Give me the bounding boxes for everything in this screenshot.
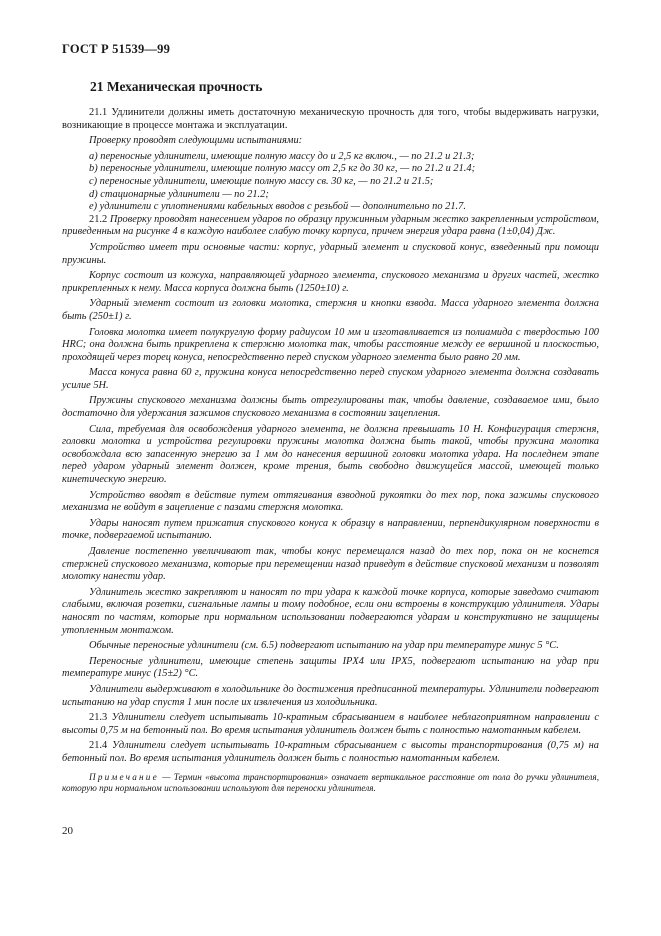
paragraph <box>62 367 599 392</box>
paragraph-text: Устройство имеет три основные части: корпус, ударный элемент и спусковой конус, взведенный при помощи пружины. <box>62 241 599 266</box>
paragraph <box>62 684 599 709</box>
paragraph-text: Пружины спускового механизма должны быть отрегулированы так, чтобы давление, создаваемое ими, было достаточно для удержания зажимов спускового механизма в состоянии зацепления. <box>62 395 599 420</box>
paragraph-text: Корпус состоит из кожуха, направляющей ударного элемента, спускового механизма и других частей, жестко прикрепленных к нему. Масса корпуса должна быть (1250±10) г. <box>62 270 599 294</box>
paragraph-text: 21.1 Удлинители должны иметь достаточную механическую прочность для того, чтобы выдерживать нагрузки, возникающие в процессе монтажа и эксплуатации. <box>62 107 599 131</box>
list-item <box>62 189 599 202</box>
paragraph-text: Обычные переносные удлинители (см. 6.5) подвергают испытанию на удар при температуре минус 5 °С. <box>89 640 559 652</box>
paragraph-text: Удлинители выдерживают в холодильнике до достижения предписанной температуры. Удлинители подвергают испытанию на удар спустя 1 мин после их извлечения из холодильника. <box>62 683 599 708</box>
paragraph <box>62 656 599 681</box>
paragraph-text: Сила, требуемая для освобождения ударного элемента, не должна превышать 10 Н. Конфигурация стержня, головки молотка и устройства регулировки пружины молотка должна быть такой, чтобы пружина молотка освобождала всю запасенную энергию за 1 мм до нанесения вершиной головки молотка удара. На последнем этапе перед ударом ударный элемент должен, кроме трения, быть свободно движущейся массой, имеющей только кинетическую энергию. <box>62 423 599 486</box>
document-header: ГОСТ Р 51539—99 <box>62 42 171 56</box>
paragraph-text: e) удлинители с уплотнениями кабельных вводов с резьбой — дополнительно по 21.7. <box>89 201 466 213</box>
document-body <box>62 107 599 766</box>
paragraph <box>62 270 599 295</box>
paragraph-text: а) переносные удлинители, имеющие полную массу до и 2,5 кг включ., — по 21.2 и 21.3; <box>89 150 475 162</box>
paragraph-text: Масса конуса равна 60 г, пружина конуса непосредственно перед спуском ударного элемента должна создавать усилие 5Н. <box>62 367 599 391</box>
list-item <box>62 176 599 189</box>
clause-number: 21.2 <box>89 213 110 225</box>
paragraph <box>62 546 599 584</box>
paragraph-text: Удлинители следует испытывать 10-кратным сбрасыванием с высоты транспортирования (0,75 м) на бетонный пол. Во время испытания удлинитель должен быть с полностью намотанным кабелем. <box>62 740 599 764</box>
list-item <box>62 201 599 214</box>
paragraph-text: Устройство вводят в действие путем оттягивания взводной рукоятки до тех пор, пока зажимы спускового механизма не войдут в зацепление с пазами стержня молотка. <box>62 489 599 514</box>
paragraph <box>62 395 599 420</box>
paragraph <box>62 424 599 487</box>
paragraph <box>62 490 599 515</box>
paragraph <box>62 327 599 365</box>
paragraph-text: Удлинители следует испытывать 10-кратным сбрасыванием в наиболее неблагоприятном направлении с высоты 0,75 м на бетонный пол. Во время испытания удлинитель должен быть с полностью намотанным кабелем. <box>62 712 600 736</box>
note-text: — Термин «высота транспортирования» означает вертикальное расстояние от пола до ручки удлинителя, которую при нормальном использовании используют для переноски удлинителя. <box>62 771 599 793</box>
paragraph-text: Проверку проводят нанесением ударов по образцу пружинным ударным жестко закрепленным устройством, приведенным на рисунке 4 в каждую наиболее слабую точку корпуса, причем энергия удара равна (1±0,04) Дж. <box>62 213 599 238</box>
paragraph <box>62 107 599 132</box>
paragraph-text: Удары наносят путем прижатия спускового конуса к образцу в направлении, перпендикулярном поверхности в точке, подвергаемой испытанию. <box>62 517 599 542</box>
paragraph <box>62 640 599 653</box>
paragraph <box>62 587 599 637</box>
paragraph <box>62 298 599 323</box>
clause-number: 21.3 <box>89 712 112 724</box>
paragraph <box>62 740 599 765</box>
paragraph-text: c) переносные удлинители, имеющие полную массу св. 30 кг, — по 21.2 и 21.5; <box>89 175 434 187</box>
paragraph-text: Ударный элемент состоит из головки молотка, стержня и кнопки взвода. Масса ударного элемента должна быть (250±1) г. <box>62 298 599 322</box>
list-item <box>62 163 599 176</box>
paragraph-text: Проверку проводят следующими испытаниями: <box>89 135 303 147</box>
note-label: Примечание <box>89 771 159 782</box>
paragraph-text: d) стационарные удлинители — по 21.2; <box>89 188 269 200</box>
paragraph <box>62 214 599 239</box>
paragraph-text: Головка молотка имеет полукруглую форму радиусом 10 мм и изготавливается из полиамида с твердостью 100 HRC; она должна быть прикреплена к стержню молотка так, чтобы расстояние между ее вершиной и плоскостью, проходящей через торец конуса, непосредственно перед спуском ударного элемента было равно 20 мм. <box>62 326 599 363</box>
note <box>62 772 599 795</box>
paragraph <box>62 518 599 543</box>
page-number: 20 <box>62 825 73 837</box>
paragraph <box>62 712 599 737</box>
list-item <box>62 151 599 164</box>
clause-number: 21.4 <box>89 740 112 752</box>
paragraph-text: Удлинитель жестко закрепляют и наносят по три удара к каждой точке корпуса, которые заведомо считают слабыми, включая розетки, сигнальные лампы и тому подобное, если они встроены в конструкцию удлинителя. Удары наносят по частям, которые при нормальном использовании подвергаются ударам и конструктивно не защищены утопленным монтажом. <box>62 586 599 636</box>
paragraph <box>62 135 599 148</box>
section-title: 21 Механическая прочность <box>90 79 263 94</box>
paragraph <box>62 242 599 267</box>
paragraph-text: Давление постепенно увеличивают так, чтобы конус перемещался назад до тех пор, пока он не коснется стержней спускового механизма, которые при перемещении назад приведут в действие спусковой механизм и позволят молотку нанести удар. <box>62 546 599 583</box>
paragraph-text: b) переносные удлинители, имеющие полную массу от 2,5 кг до 30 кг, — по 21.2 и 21.4; <box>89 163 476 175</box>
paragraph-text: Переносные удлинители, имеющие степень защиты IPX4 или IPX5, подвергают испытанию на удар при температуре минус (15±2) °С. <box>62 655 599 680</box>
document-page <box>62 42 599 795</box>
